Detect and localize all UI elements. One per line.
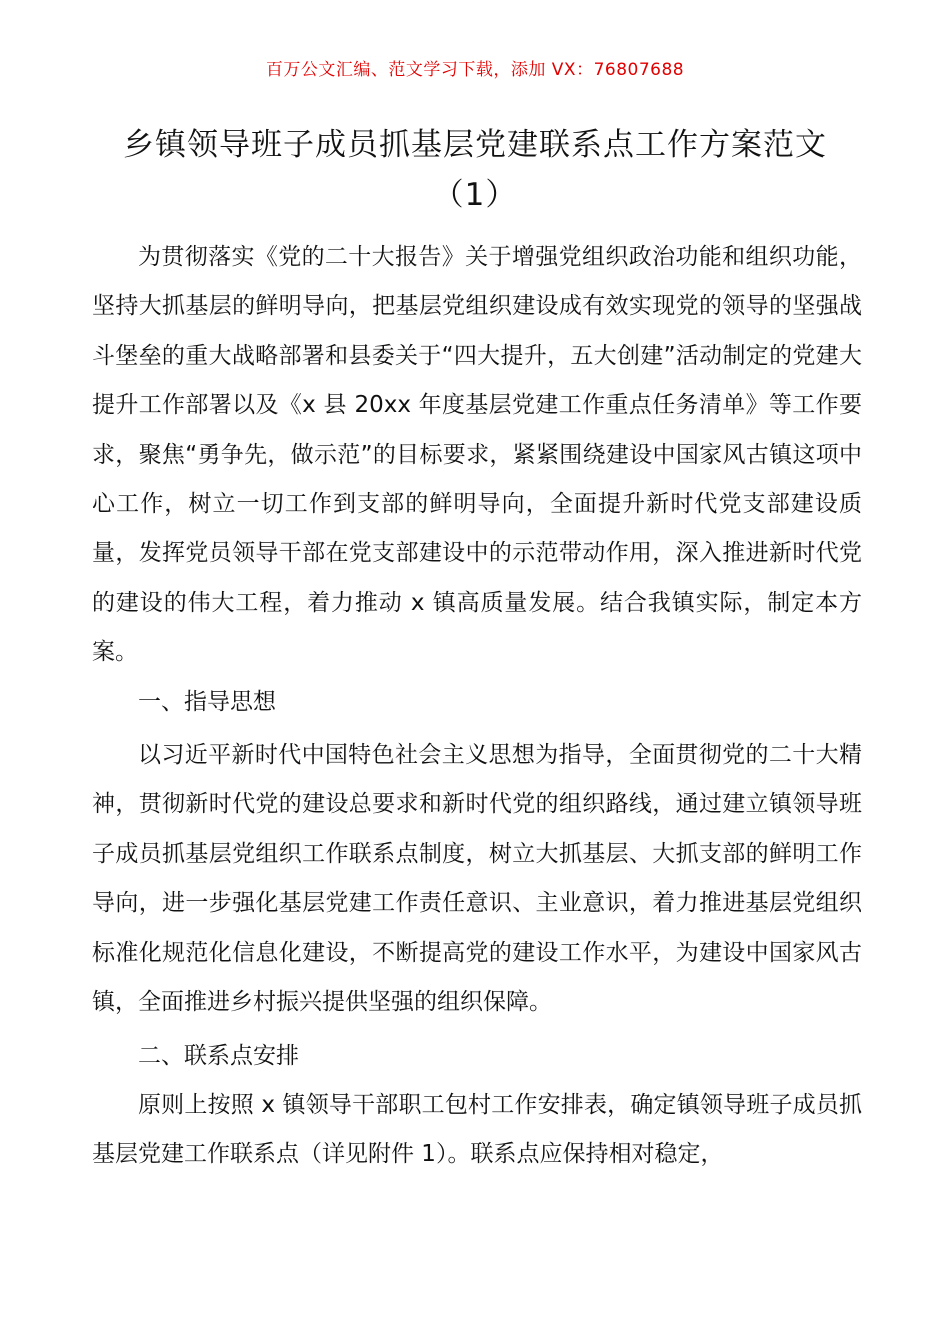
watermark-header: 百万公文汇编、范文学习下载，添加 VX：76807688 (265, 60, 685, 80)
section-heading-guiding-ideology: 一、指导思想 (138, 688, 276, 715)
document-title: 乡镇领导班子成员抓基层党建联系点工作方案范文（1） (123, 127, 827, 213)
guiding-ideology-paragraph: 以习近平新时代中国特色社会主义思想为指导，全面贯彻党的二十大精神，贯彻新时代党的建设总要求和新时代党的组织路线，通过建立镇领导班子成员抓基层党组织工作联系点制度，树立大抓基层、大抓支部的鲜明工作导向，进一步强化基层党建工作责任意识、主业意识，着力推进基层党组织标准化规范化信息化建设，不断提高党的建设工作水平，为建设中国家风古镇，全面推进乡村振兴提供坚强的组织保障。 (92, 742, 862, 1016)
intro-paragraph: 为贯彻落实《党的二十大报告》关于增强党组织政治功能和组织功能，坚持大抓基层的鲜明导向，把基层党组织建设成有效实现党的领导的坚强战斗堡垒的重大战略部署和县委关于“四大提升，五大创建”活动制定的党建大提升工作部署以及《x 县 20xx 年度基层党建工作重点任务清单》等工作要求，聚焦“勇争先，做示范”的目标要求，紧紧围绕建设中国家风古镇这项中心工作，树立一切工作到支部的鲜明导向，全面提升新时代党支部建设质量，发挥党员领导干部在党支部建设中的示范带动作用，深入推进新时代党的建设的伟大工程，着力推动 x 镇高质量发展。结合我镇实际，制定本方案。 (92, 244, 862, 666)
document-body (92, 233, 862, 1180)
section-heading-contact-arrangement: 二、联系点安排 (138, 1042, 299, 1069)
contact-arrangement-paragraph: 原则上按照 x 镇领导干部职工包村工作安排表，确定镇领导班子成员抓基层党建工作联系点（详见附件 1）。联系点应保持相对稳定， (92, 1091, 862, 1168)
